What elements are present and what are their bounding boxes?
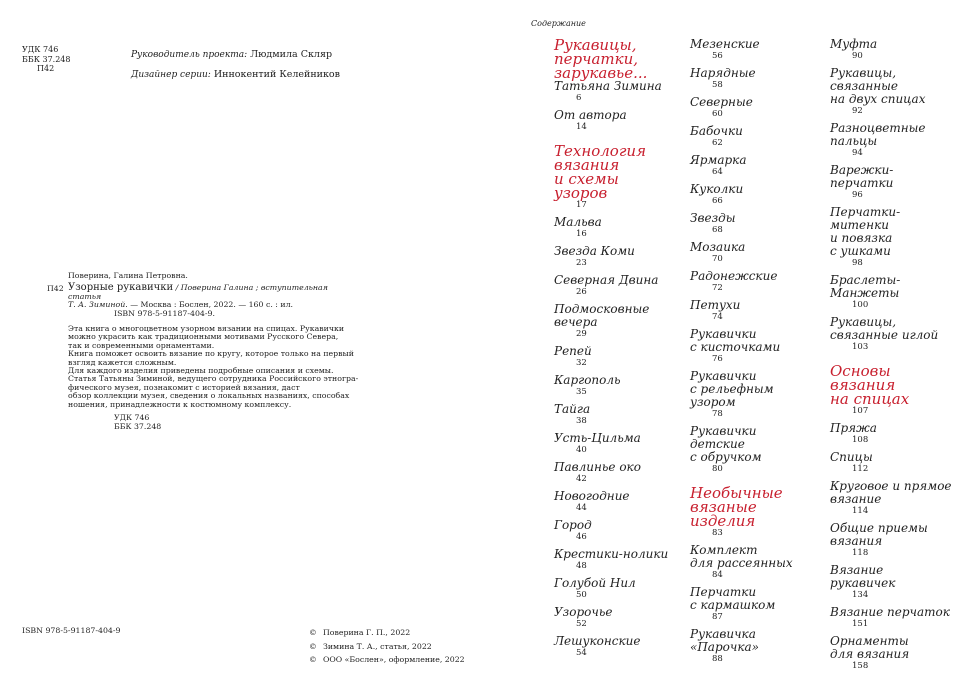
book-responsibility: / Поверина Галина ; вступительная статья: [68, 283, 328, 301]
section-title-line: зарукавье...: [554, 64, 648, 82]
toc-entry: [830, 422, 952, 446]
section-title-line: перчатки,: [554, 50, 639, 68]
page-number: 94: [852, 148, 863, 158]
entry-title-line: с обручком: [690, 450, 762, 464]
abstract-line: Статья Татьяны Зиминой, ведущего сотрудника Российского этногра-: [68, 374, 359, 384]
page-number: 17: [576, 200, 587, 210]
page-number: 29: [576, 329, 587, 339]
toc-entry: [690, 125, 810, 149]
section-title-line: Рукавицы,: [554, 36, 637, 54]
abstract-line: ношения, принадлежности к костюмному комплексу.: [68, 399, 292, 409]
entry-title-line: Браслеты-: [830, 273, 901, 287]
catalog-index: П42: [47, 284, 64, 294]
page-number: 107: [852, 406, 869, 416]
page-number: 40: [576, 445, 587, 455]
entry-title-line: Каргополь: [554, 373, 621, 387]
entry-title-line: Муфта: [830, 37, 878, 51]
page-number: 108: [852, 435, 869, 445]
toc-entry: [690, 586, 810, 623]
contents-heading: Содержание: [531, 19, 586, 28]
toc-entry: [554, 345, 676, 369]
entry-title-line: Вязание перчаток: [830, 605, 950, 619]
page-number: 6: [576, 93, 582, 103]
entry-title-line: Мозаика: [690, 240, 746, 254]
section-title-line: Необычные: [690, 484, 783, 502]
entry-title-line: Нарядные: [690, 66, 756, 80]
toc-entry: [830, 522, 952, 559]
toc-entry: [554, 635, 676, 659]
abstract-line: Эта книга о многоцветном узорном вязании на спицах. Рукавички: [68, 324, 345, 334]
entry-title-line: с ушками: [830, 244, 891, 258]
entry-title-line: «Парочка»: [690, 640, 759, 654]
entry-title-line: Павлинье око: [554, 460, 641, 474]
entry-title-line: для вязания: [830, 647, 910, 661]
copyright-text: Зимина Т. А., статья, 2022: [323, 641, 432, 651]
page-number: 35: [576, 387, 587, 397]
abstract-line: так и современными орнаментами.: [68, 340, 215, 350]
entry-title-line: От автора: [554, 108, 627, 122]
toc-entry: [554, 577, 676, 601]
toc-entry: [830, 67, 952, 117]
entry-title-line: Перчатки: [690, 585, 757, 599]
entry-title-line: Ярмарка: [690, 153, 747, 167]
entry-title-line: перчатки: [830, 176, 894, 190]
toc-entry: [554, 274, 676, 298]
page-number: 78: [712, 409, 723, 419]
page-number: 80: [712, 464, 723, 474]
abstract-line: обзор коллекции музея, сведения о локальных названиях, способах: [68, 391, 350, 401]
toc-entry: [830, 206, 952, 269]
toc-entry: [830, 564, 952, 601]
page-number: 46: [576, 532, 587, 542]
entry-title-line: Спицы: [830, 450, 873, 464]
catalog-card: [47, 271, 360, 431]
entry-title-line: с кармашком: [690, 598, 776, 612]
page-number: 16: [576, 229, 587, 239]
page-number: 52: [576, 619, 587, 629]
page-number: 64: [712, 167, 723, 177]
page-number: 60: [712, 109, 723, 119]
entry-title-line: Звезда Коми: [554, 244, 635, 258]
entry-title-line: Лешуконские: [554, 634, 641, 648]
page-number: 84: [712, 570, 723, 580]
entry-title-line: Разноцветные: [830, 121, 926, 135]
credit-line: [131, 65, 340, 85]
section-title-line: изделия: [690, 512, 756, 530]
toc-entry: [690, 241, 810, 265]
page-number: 23: [576, 258, 587, 268]
bbk-code: ББК 37.248: [22, 54, 71, 64]
toc-entry: [690, 370, 810, 420]
entry-title-line: Узорочье: [554, 605, 613, 619]
section-title-line: вязания: [554, 156, 620, 174]
entry-title-line: Рукавицы,: [830, 66, 897, 80]
toc-entry: [690, 154, 810, 178]
isbn-footer: ISBN 978-5-91187-404-9: [22, 626, 121, 635]
entry-title-line: с кисточками: [690, 340, 781, 354]
page-number: 158: [852, 661, 869, 671]
section-title-line: вязаные: [690, 498, 757, 516]
page-number: 114: [852, 506, 869, 516]
entry-title-line: Северные: [690, 95, 753, 109]
page-number: 74: [712, 312, 723, 322]
entry-title-line: и повязка: [830, 231, 893, 245]
entry-title-line: пальцы: [830, 134, 878, 148]
toc-column: [830, 38, 952, 677]
author-index: П42: [37, 64, 55, 73]
credits-block: [131, 45, 340, 85]
toc-entry: [554, 548, 676, 572]
page-number: 103: [852, 342, 869, 352]
entry-title-line: связанные: [830, 79, 899, 93]
page-number: 100: [852, 300, 869, 310]
entry-title-line: узором: [690, 395, 736, 409]
toc-entry: [554, 374, 676, 398]
toc-entry: [830, 480, 952, 517]
abstract-line: можно украсить как традиционными мотивами Русского Севера,: [68, 332, 339, 342]
catalog-title-row: [47, 282, 360, 301]
entry-title-line: на двух спицах: [830, 92, 926, 106]
entry-title-line: Рукавички детские: [690, 424, 757, 451]
toc-entry: [690, 425, 810, 475]
entry-title-line: Подмосковные: [554, 302, 650, 316]
toc-entry: [690, 628, 810, 665]
credit-role: Дизайнер серии:: [131, 70, 211, 80]
toc-entry: [554, 432, 676, 456]
udk-block: [22, 45, 70, 74]
copyright-icon: ©: [309, 628, 317, 637]
entry-title-line: Репей: [554, 344, 592, 358]
copyright-line: [309, 653, 465, 667]
udk-code: УДК 746: [114, 413, 150, 423]
section-title-line: Технология: [554, 142, 647, 160]
entry-title-line: Варежки-: [830, 163, 894, 177]
toc-entry: [830, 164, 952, 201]
toc-entry: [554, 303, 676, 340]
toc-entry: [690, 270, 810, 294]
entry-title-line: Круговое и прямое: [830, 479, 952, 493]
copyright-line: [309, 640, 465, 654]
entry-title-line: Тайга: [554, 402, 591, 416]
entry-title-line: Рукавички: [690, 369, 757, 383]
toc-entry: [554, 490, 676, 514]
toc-entry: [830, 451, 952, 475]
entry-title-line: Новогодние: [554, 489, 630, 503]
toc-entry: [554, 519, 676, 543]
catalog-codes: [68, 414, 360, 431]
section-title-line: и схемы узоров: [554, 170, 619, 202]
page-number: 62: [712, 138, 723, 148]
toc-entry: [554, 109, 676, 133]
credit-name: Иннокентий Келейников: [213, 69, 340, 80]
catalog-isbn: ISBN 978-5-91187-404-9.: [114, 308, 215, 318]
book-title: Узорные рукавички: [68, 282, 174, 294]
page-number: 112: [852, 464, 869, 474]
toc-section: [690, 486, 810, 539]
toc-entry: [690, 96, 810, 120]
entry-title-line: Куколки: [690, 182, 744, 196]
page-number: 26: [576, 287, 587, 297]
section-title-line: на спицах: [830, 390, 910, 408]
entry-title-line: Вязание рукавичек: [830, 563, 896, 590]
entry-title-line: Мальва: [554, 215, 602, 229]
entry-title-line: Рукавичка: [690, 627, 756, 641]
toc-entry: [554, 216, 676, 240]
toc-section: [554, 38, 676, 80]
entry-title-line: митенки: [830, 218, 889, 232]
section-title-line: вязания: [830, 376, 896, 394]
entry-title-line: Общие приемы: [830, 521, 928, 535]
credit-role: Руководитель проекта:: [131, 50, 248, 60]
page-number: 151: [852, 619, 869, 629]
entry-title-line: Рукавицы,: [830, 315, 897, 329]
page-number: 70: [712, 254, 723, 264]
copyright-text: ООО «Бослен», оформление, 2022: [323, 655, 465, 664]
page-number: 50: [576, 590, 587, 600]
entry-title-line: Орнаменты: [830, 634, 909, 648]
toc-entry: [554, 606, 676, 630]
page-number: 118: [852, 548, 869, 558]
page-number: 88: [712, 654, 723, 664]
entry-title-line: Крестики-нолики: [554, 547, 669, 561]
entry-title-line: Татьяна Зимина: [554, 79, 662, 93]
toc-column: [690, 38, 810, 670]
page-number: 98: [852, 258, 863, 268]
credit-name: Людмила Скляр: [250, 49, 333, 60]
toc-entry: [830, 635, 952, 672]
page-number: 42: [576, 474, 587, 484]
page-number: 14: [576, 122, 587, 132]
entry-title-line: вязания: [830, 534, 883, 548]
toc-section: [554, 144, 676, 211]
toc-entry: [690, 67, 810, 91]
entry-title-line: Пряжа: [830, 421, 877, 435]
toc-entry: [690, 212, 810, 236]
toc-entry: [690, 299, 810, 323]
copyright-text: Поверина Г. П., 2022: [323, 628, 411, 637]
page-number: 68: [712, 225, 723, 235]
entry-title-line: Перчатки-: [830, 205, 901, 219]
entry-title-line: Усть-Цильма: [554, 431, 641, 445]
abstract-line: фического музея, познакомит с историей вязания, даст: [68, 382, 300, 392]
toc-entry: [554, 80, 676, 104]
toc-entry: [690, 328, 810, 365]
page-number: 134: [852, 590, 869, 600]
toc-entry: [830, 122, 952, 159]
bbk-code: ББК 37.248: [114, 421, 162, 431]
entry-title-line: вечера: [554, 315, 598, 329]
entry-title-line: Комплект: [690, 543, 758, 557]
entry-title-line: с рельефным: [690, 382, 774, 396]
toc-entry: [830, 38, 952, 62]
section-title-line: Основы: [830, 362, 891, 380]
entry-title-line: Мезенские: [690, 37, 760, 51]
page-number: 83: [712, 528, 723, 538]
credit-line: [131, 45, 340, 65]
entry-title-line: Бабочки: [690, 124, 743, 138]
page-number: 58: [712, 80, 723, 90]
page-number: 92: [852, 106, 863, 116]
page-number: 87: [712, 612, 723, 622]
page-number: 48: [576, 561, 587, 571]
entry-title-line: Северная Двина: [554, 273, 659, 287]
page-number: 54: [576, 648, 587, 658]
toc-entry: [690, 38, 810, 62]
entry-title-line: Манжеты: [830, 286, 900, 300]
page-number: 76: [712, 354, 723, 364]
copyright-line: [309, 626, 465, 640]
entry-title-line: Голубой Нил: [554, 576, 636, 590]
abstract-line: Для каждого изделия приведены подробные описания и схемы.: [68, 366, 334, 376]
toc-entry: [690, 544, 810, 581]
page-number: 96: [852, 190, 863, 200]
copyright-icon: ©: [309, 655, 317, 664]
entry-title-line: Звезды: [690, 211, 736, 225]
page-number: 32: [576, 358, 587, 368]
book-abstract: [68, 325, 360, 409]
toc-entry: [830, 274, 952, 311]
toc-entry: [830, 606, 952, 630]
toc-entry: [554, 461, 676, 485]
page-number: 72: [712, 283, 723, 293]
article-author: Т. А. Зиминой.: [68, 300, 128, 310]
page-number: 90: [852, 51, 863, 61]
copyright-block: [309, 626, 465, 667]
entry-title-line: Радонежские: [690, 269, 778, 283]
entry-title-line: для рассеянных: [690, 556, 793, 570]
abstract-line: взгляд кажется сложным.: [68, 357, 177, 367]
toc-column: [554, 38, 676, 664]
entry-title-line: Город: [554, 518, 592, 532]
entry-title-line: Петухи: [690, 298, 741, 312]
page-number: 56: [712, 51, 723, 61]
catalog-author: Поверина, Галина Петровна.: [68, 271, 188, 280]
entry-title-line: вязание: [830, 492, 882, 506]
entry-title-line: связанные иглой: [830, 328, 939, 342]
copyright-icon: ©: [309, 641, 317, 651]
page-number: 44: [576, 503, 587, 513]
toc-section: [830, 364, 952, 417]
page-number: 66: [712, 196, 723, 206]
toc-entry: [690, 183, 810, 207]
page-number: 38: [576, 416, 587, 426]
abstract-line: Книга поможет освоить вязание по кругу, которое только на первый: [68, 349, 354, 359]
toc-entry: [554, 245, 676, 269]
toc-entry: [554, 403, 676, 427]
entry-title-line: Рукавички: [690, 327, 757, 341]
udk-code: УДК 746: [22, 45, 59, 54]
publication-info: — Москва : Бослен, 2022. — 160 с. : ил.: [127, 300, 294, 310]
toc-entry: [830, 316, 952, 353]
